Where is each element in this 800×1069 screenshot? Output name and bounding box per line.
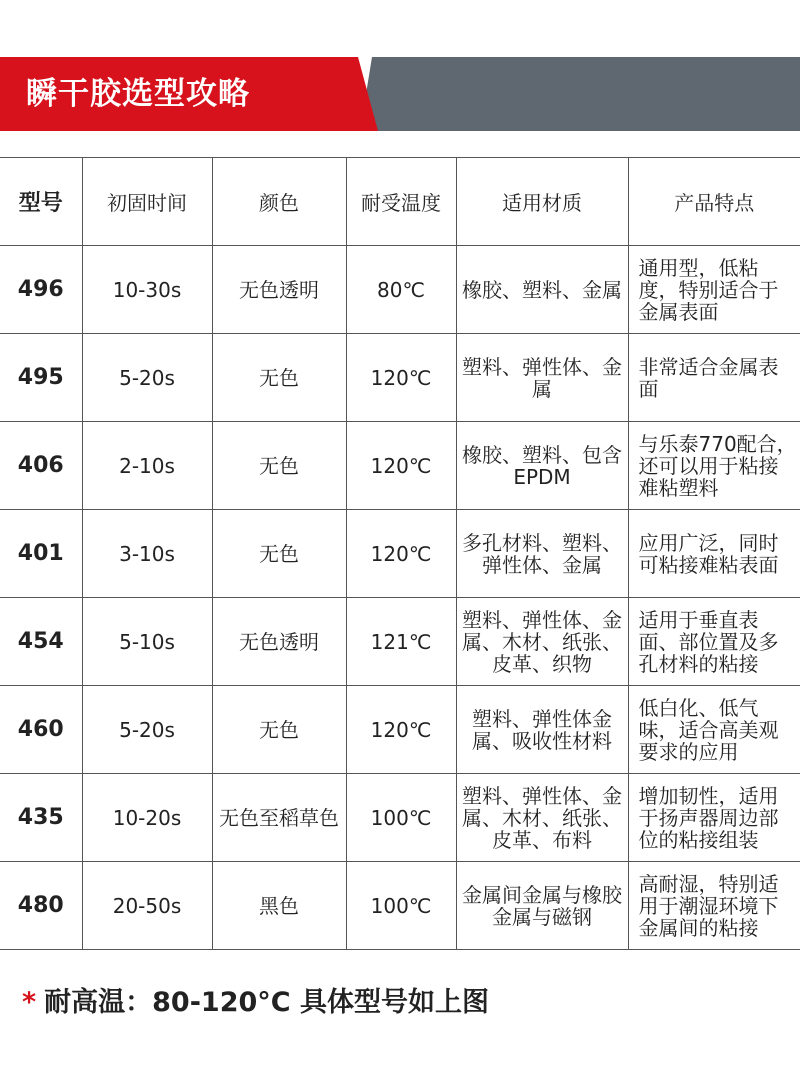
cell-materials: 橡胶、塑料、包含EPDM: [456, 422, 628, 510]
cell-color: 无色: [212, 510, 346, 598]
cell-materials: 多孔材料、塑料、弹性体、金属: [456, 510, 628, 598]
header-temperature: 耐受温度: [346, 158, 456, 246]
cell-materials: 塑料、弹性体、金属、木材、纸张、皮革、织物: [456, 598, 628, 686]
cell-materials: 塑料、弹性体、金属、木材、纸张、皮革、布料: [456, 774, 628, 862]
table-row: [0, 422, 800, 510]
footnote-star: *: [22, 987, 37, 1018]
cell-set-time: 5-20s: [82, 334, 212, 422]
cell-features: 适用于垂直表面、部位置及多孔材料的粘接: [628, 598, 800, 686]
cell-set-time: 2-10s: [82, 422, 212, 510]
title-banner: [0, 57, 800, 131]
cell-temperature: 80℃: [346, 246, 456, 334]
table-row: [0, 598, 800, 686]
cell-temperature: 100℃: [346, 862, 456, 950]
header-color: 颜色: [212, 158, 346, 246]
header-model: 型号: [0, 158, 82, 246]
footnote-text: 耐高温：80-120°C 具体型号如上图: [44, 987, 489, 1018]
cell-color: 无色至稻草色: [212, 774, 346, 862]
cell-color: 无色透明: [212, 598, 346, 686]
cell-temperature: 120℃: [346, 422, 456, 510]
cell-color: 无色: [212, 686, 346, 774]
cell-color: 无色透明: [212, 246, 346, 334]
table-header-row: [0, 158, 800, 246]
cell-model: 460: [0, 686, 82, 774]
header-features: 产品特点: [628, 158, 800, 246]
cell-color: 无色: [212, 334, 346, 422]
cell-features: 应用广泛，同时可粘接难粘表面: [628, 510, 800, 598]
page-title: 瞬干胶选型攻略: [26, 76, 250, 112]
cell-materials: 橡胶、塑料、金属: [456, 246, 628, 334]
cell-features: 增加韧性，适用于扬声器周边部位的粘接组装: [628, 774, 800, 862]
header-materials: 适用材质: [456, 158, 628, 246]
cell-model: 496: [0, 246, 82, 334]
cell-temperature: 120℃: [346, 510, 456, 598]
footnote: [22, 980, 489, 1019]
table-row: [0, 774, 800, 862]
cell-set-time: 10-20s: [82, 774, 212, 862]
cell-materials: 金属间金属与橡胶金属与磁钢: [456, 862, 628, 950]
cell-color: 黑色: [212, 862, 346, 950]
cell-set-time: 20-50s: [82, 862, 212, 950]
banner-gray-band: [360, 57, 800, 131]
cell-temperature: 120℃: [346, 334, 456, 422]
cell-materials: 塑料、弹性体、金属: [456, 334, 628, 422]
cell-features: 非常适合金属表面: [628, 334, 800, 422]
cell-model: 495: [0, 334, 82, 422]
header-set-time: 初固时间: [82, 158, 212, 246]
cell-model: 435: [0, 774, 82, 862]
table-row: [0, 510, 800, 598]
cell-set-time: 5-10s: [82, 598, 212, 686]
cell-temperature: 120℃: [346, 686, 456, 774]
table-row: [0, 334, 800, 422]
table-row: [0, 686, 800, 774]
cell-model: 406: [0, 422, 82, 510]
table-row: [0, 862, 800, 950]
cell-temperature: 121℃: [346, 598, 456, 686]
cell-features: 与乐泰770配合，还可以用于粘接难粘塑料: [628, 422, 800, 510]
cell-model: 401: [0, 510, 82, 598]
cell-color: 无色: [212, 422, 346, 510]
cell-features: 低白化、低气味，适合高美观要求的应用: [628, 686, 800, 774]
cell-model: 480: [0, 862, 82, 950]
cell-features: 高耐湿，特别适用于潮湿环境下金属间的粘接: [628, 862, 800, 950]
cell-materials: 塑料、弹性体金属、吸收性材料: [456, 686, 628, 774]
cell-temperature: 100℃: [346, 774, 456, 862]
product-spec-table: [0, 157, 800, 950]
cell-set-time: 3-10s: [82, 510, 212, 598]
cell-set-time: 5-20s: [82, 686, 212, 774]
cell-model: 454: [0, 598, 82, 686]
cell-features: 通用型，低粘度，特别适合于金属表面: [628, 246, 800, 334]
table-row: [0, 246, 800, 334]
cell-set-time: 10-30s: [82, 246, 212, 334]
